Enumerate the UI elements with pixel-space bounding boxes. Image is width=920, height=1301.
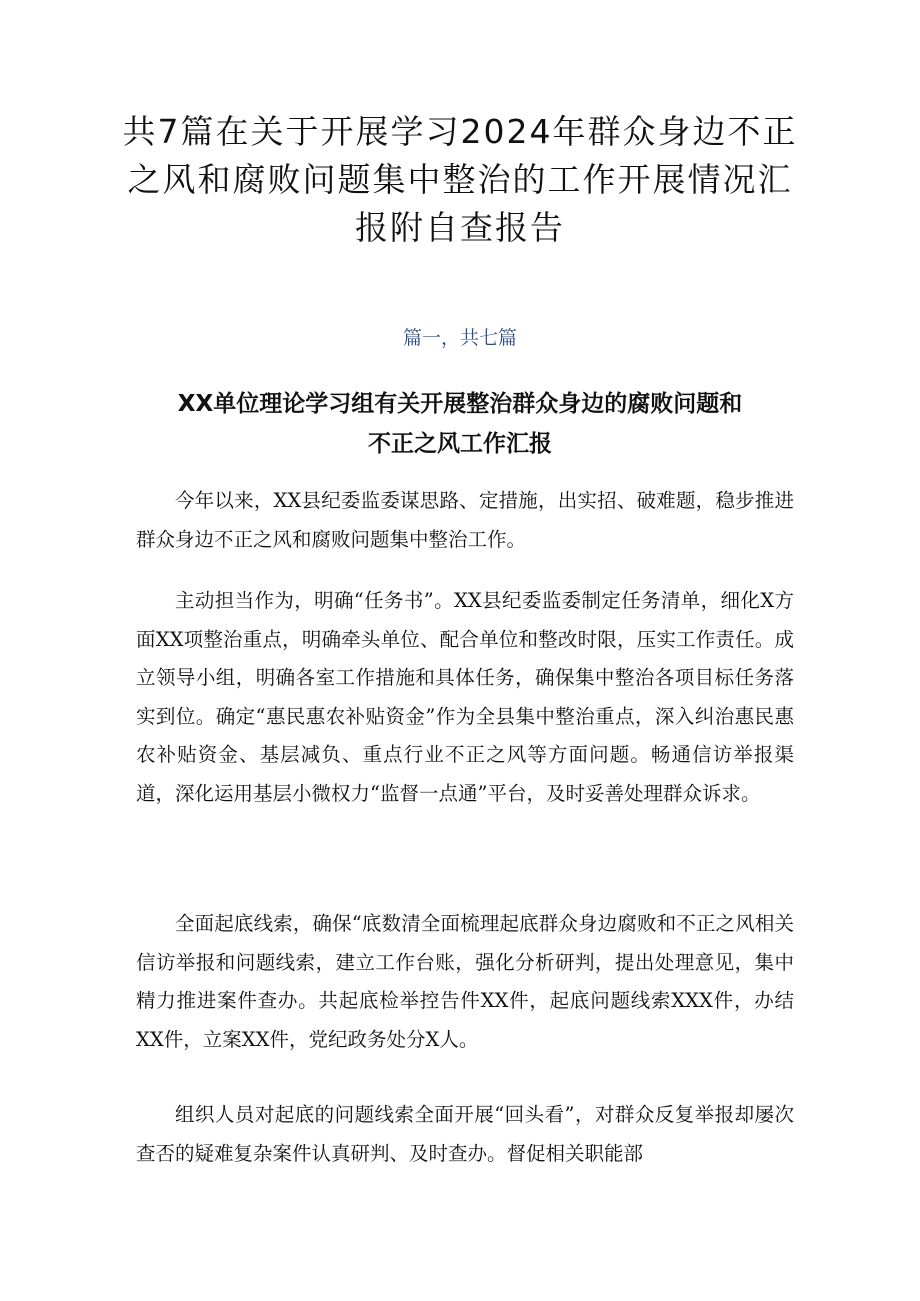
document-title: 共7篇在关于开展学习2024年群众身边不正之风和腐败问题集中整治的工作开展情况汇报附自查报告 (122, 112, 798, 247)
section-label: 篇一，共七篇 (402, 327, 517, 349)
paragraph-clue-review: 全面起底线索，确保“底数清全面梳理起底群众身边腐败和不正之风相关信访举报和问题线索，建立工作台账，强化分析研判，提出处理意见，集中精力推进案件查办。共起底检举控告件XX件，起底问题线索XXX件，办结XX件，立案XX件，党纪政务处分X人。 (136, 912, 794, 1051)
paragraph-look-back: 组织人员对起底的问题线索全面开展“回头看”，对群众反复举报却屡次查否的疑难复杂案件认真研判、及时查办。督促相关职能部 (136, 1103, 794, 1165)
paragraph-intro: 今年以来，XX县纪委监委谋思路、定措施，出实招、破难题，稳步推进群众身边不正之风和腐败问题集中整治工作。 (136, 489, 794, 551)
report-subtitle: XX单位理论学习组有关开展整治群众身边的腐败问题和不正之风工作汇报 (177, 391, 743, 457)
paragraph-task-list: 主动担当作为，明确“任务书”。XX县纪委监委制定任务清单，细化X方面XX项整治重点，明确牵头单位、配合单位和整改时限，压实工作责任。成立领导小组，明确各室工作措施和具体任务，确保集中整治各项目标任务落实到位。确定“惠民惠农补贴资金”作为全县集中整治重点，深入纠治惠民惠农补贴资金、基层减负、重点行业不正之风等方面问题。畅通信访举报渠道，深化运用基层小微权力“监督一点通”平台，及时妥善处理群众诉求。 (136, 589, 794, 805)
